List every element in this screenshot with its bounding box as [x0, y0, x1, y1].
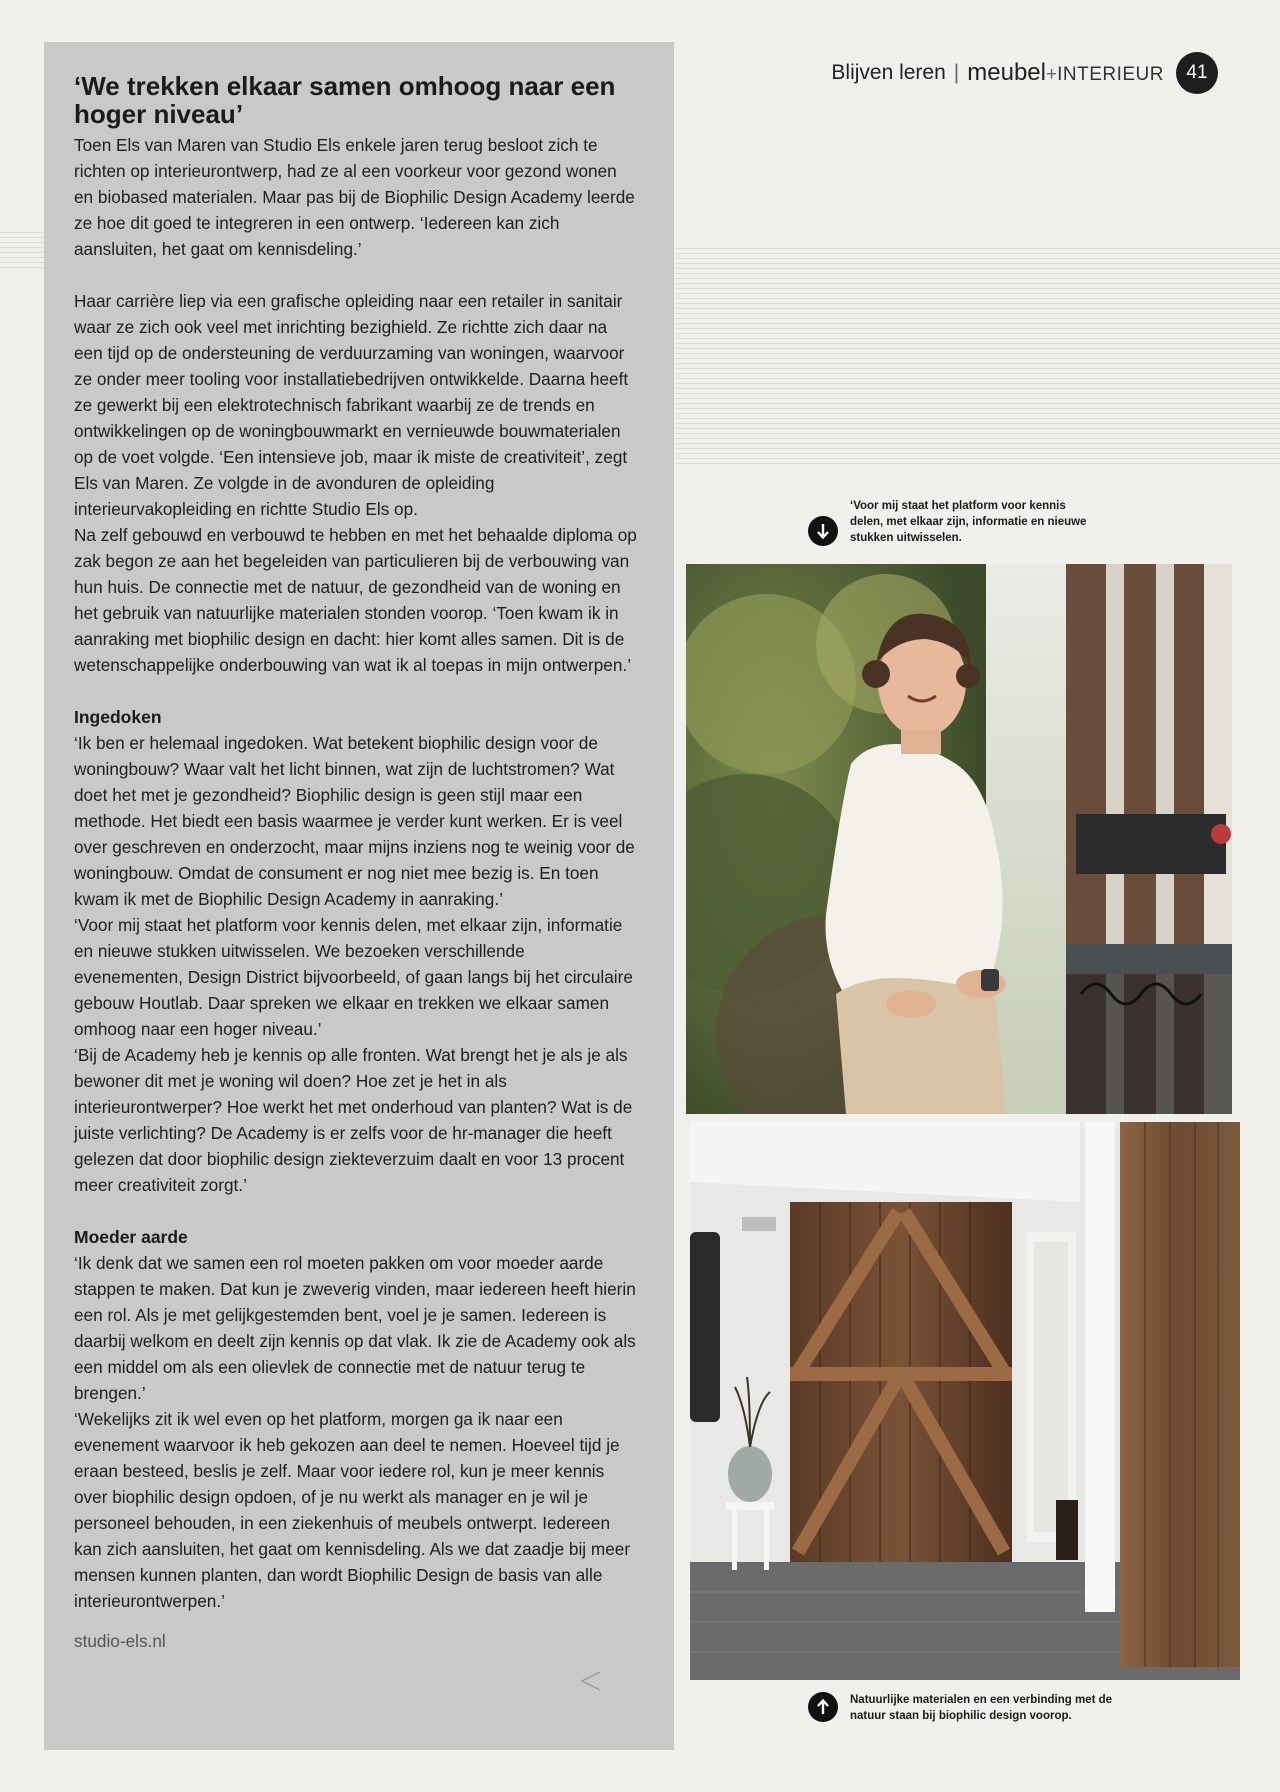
website-link[interactable]: studio-els.nl: [74, 1631, 166, 1651]
header-separator: |: [953, 61, 960, 84]
section-label: Blijven leren: [831, 61, 946, 84]
article-paragraph-5: ‘Bij de Academy heb je kennis op alle fronten. Wat brengt het je als je als bewoner dit met je woning wil doen? Hoe zet je het in als interieurontwerper? Hoe werkt het met onderhoud van planten? Wat is de juiste verlichting? De Academy is er zelfs voor de hr-manager die heeft gelezen dat door biophilic design ziekteverzuim daalt en voor 13 procent meer creativiteit zorgt.’: [74, 1045, 633, 1195]
caption-bottom: [808, 1692, 1138, 1724]
caption-bottom-text: Natuurlijke materialen en een verbinding met de natuur staan bij biophilic design voorop.: [850, 1694, 1113, 1722]
decorative-stripes-left: [0, 232, 44, 268]
page-number-badge: 41: [1176, 52, 1218, 94]
barn-door-photo: [690, 1122, 1240, 1680]
article-panel: [44, 42, 674, 1750]
caption-top-text: ‘Voor mij staat het platform voor kennis delen, met elkaar zijn, informatie en nieuwe stukken uitwisselen.: [850, 500, 1087, 544]
page-header: [831, 52, 1218, 94]
magazine-brand: [967, 59, 1164, 87]
subheading-moeder-aarde: Moeder aarde: [74, 1227, 188, 1247]
brand-interieur: INTERIEUR: [1057, 64, 1164, 85]
arrow-up-icon: [808, 1692, 838, 1722]
brand-plus: +: [1045, 64, 1058, 85]
article-paragraph-3: ‘Ik ben er helemaal ingedoken. Wat betekent biophilic design voor de woningbouw? Waar valt het licht binnen, wat zijn de luchtstromen? Wat doet het met je gezondheid? Biophilic design is geen stijl maar een methode. Het biedt een basis waarmee je verder kunt werken. Er is veel over geschreven en onderzocht, maar mijns inziens nog te weinig voor de woningbouw. Omdat de consument er nog niet mee bezig is. En toen kwam ik met de Biophilic Design Academy in aanraking.’: [74, 733, 635, 909]
brand-meubel: meubel: [967, 59, 1046, 86]
portrait-photo: [686, 564, 1232, 1114]
article-paragraph-7: ‘Wekelijks zit ik wel even op het platform, morgen ga ik naar een evenement waarvoor ik heb gekozen aan deel te nemen. Hoeveel tijd je eraan besteed, beslis je zelf. Maar voor iedere rol, kun je meer kennis over biophilic design opdoen, of je nu werkt als manager en je wil je personeel behouden, in een ziekenhuis of meubels ontwerpt. Iedereen kan zich aansluiten, het gaat om kennisdeling. Als we dat zaadje bij meer mensen kunnen planten, dan wordt Biophilic Design de basis van alle interieurontwerpen.’: [74, 1409, 631, 1611]
article-paragraph-4: ‘Voor mij staat het platform voor kennis delen, met elkaar zijn, informatie en nieuwe stukken uitwisselen. We bezoeken verschillende evenementen, Design District bijvoorbeeld, of gaan langs bij het circulaire gebouw Houtlab. Daar spreken we elkaar en trekken we elkaar samen omhoog naar een hoger niveau.’: [74, 915, 633, 1039]
arrow-down-icon: [808, 516, 838, 546]
article-paragraph-2: Na zelf gebouwd en verbouwd te hebben en met het behaalde diploma op zak begon ze aan het begeleiden van particulieren bij de verbouwing van hun huis. De connectie met de natuur, de gezondheid van de woning en het gebruik van natuurlijke materialen stonden voorop. ‘Toen kwam ik in aanraking met biophilic design en dacht: hier komt alles samen. Dit is de wetenschappelijke onderbouwing van wat ik al toepas in mijn ontwerpen.’: [74, 525, 637, 675]
article-paragraph-1: Haar carrière liep via een grafische opleiding naar een retailer in sanitair waar ze zich ook veel met inrichting bezighield. Ze richtte zich daar na een tijd op de ondersteuning de verduurzaming van woningen, waarvoor ze onder meer tooling voor installatiebedrijven ontwikkelde. Daarna heeft ze gewerkt bij een elektrotechnisch fabrikant waarbij ze de trends en ontwikkelingen op de woningbouwmarkt en vernieuwde bouwmaterialen op de voet volgde. ‘Een intensieve job, maar ik miste de creativiteit’, zegt Els van Maren. Ze volgde in de avonduren de opleiding interieurvakopleiding en richtte Studio Els op.: [74, 291, 629, 519]
article-intro: Toen Els van Maren van Studio Els enkele jaren terug besloot zich te richten op interieurontwerp, had ze al een voorkeur voor gezond wonen en biobased materialen. Maar pas bij de Biophilic Design Academy leerde ze hoe dit goed te integreren in een ontwerp. ‘Iedereen kan zich aansluiten, het gaat om kennisdeling.’: [74, 135, 635, 259]
article-paragraph-6: ‘Ik denk dat we samen een rol moeten pakken om voor moeder aarde stappen te maken. Dat kun je zweverig vinden, maar iedereen heeft hierin een rol. Als je met gelijkgestemden bent, voel je je samen. Iedereen is daarbij welkom en deelt zijn kennis op dat vlak. Ik zie de Academy ook als een middel om als een olievlek de connectie met de natuur terug te brengen.’: [74, 1253, 636, 1403]
decorative-stripes-right: [676, 248, 1280, 466]
article-title: ‘We trekken elkaar samen omhoog naar een hoger niveau’: [74, 71, 616, 129]
caption-top: [808, 498, 1098, 546]
chevron-left-icon: [578, 1668, 604, 1694]
subheading-ingedoken: Ingedoken: [74, 707, 162, 727]
